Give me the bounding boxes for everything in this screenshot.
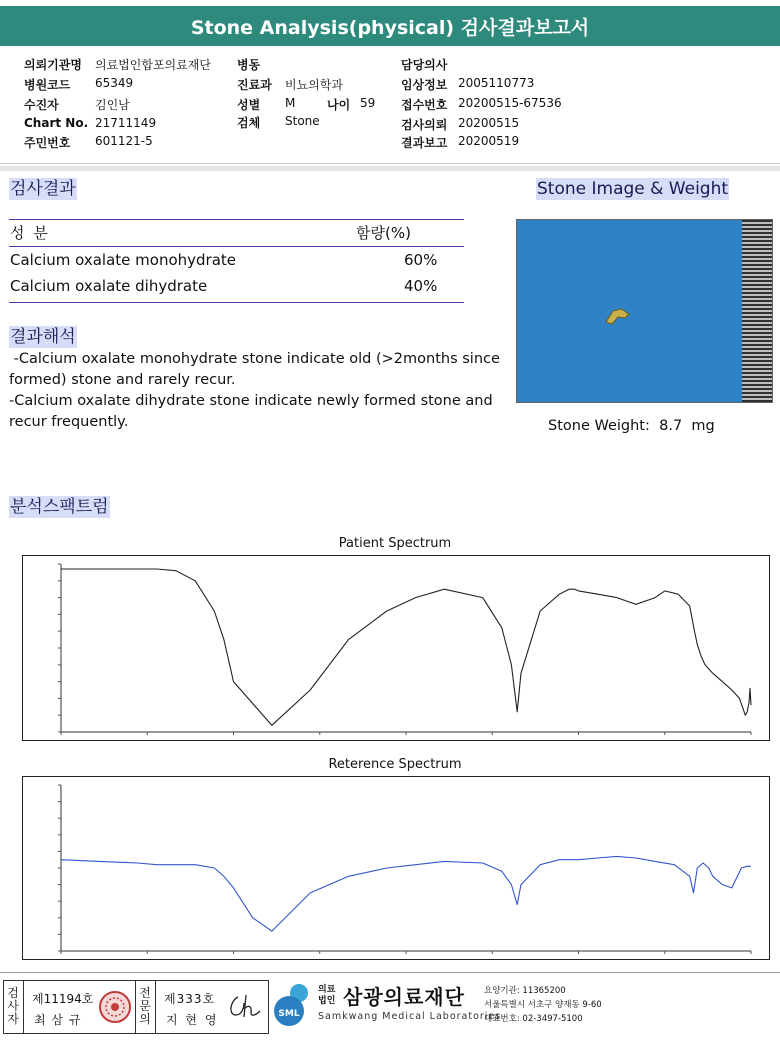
department: 비뇨의학과 xyxy=(285,78,343,92)
component-row-2: Calcium oxalate dihydrate xyxy=(10,277,208,295)
org-prefix: 의료법인 xyxy=(318,985,336,1006)
interpretation-line-2: -Calcium oxalate dihydrate stone indicate newly formed stone and recur frequently. xyxy=(9,393,493,430)
reference-spectrum-svg xyxy=(23,777,769,959)
col-content-header: 함량(%) xyxy=(356,224,411,242)
technician-number: 제11194호 xyxy=(32,992,94,1006)
hospital-name: 의료법인합포의료재단 xyxy=(95,58,211,72)
interpretation-text xyxy=(9,349,505,433)
stone-photo xyxy=(516,219,773,403)
hospital-code: 65349 xyxy=(95,76,134,90)
info-receipt: 접수번호 xyxy=(401,98,448,112)
info-report: 결과보고 xyxy=(401,136,448,150)
specialist-label: 전문의 xyxy=(139,986,151,1026)
request-date: 20200515 xyxy=(458,116,520,130)
content-row-2: 40% xyxy=(404,277,438,295)
org-code: 요양기관: 11365200 xyxy=(484,986,566,996)
patient-spectrum-title: Patient Spectrum xyxy=(338,536,452,551)
chart-no: 21711149 xyxy=(95,116,157,130)
result-heading: 검사결과 xyxy=(10,179,76,199)
info-doctor: 담당의사 xyxy=(401,58,448,72)
info-sex: 성별 xyxy=(237,98,261,112)
reference-spectrum-title: Reterence Spectrum xyxy=(328,757,462,772)
sig-divider-3 xyxy=(155,981,156,1033)
signature-box xyxy=(3,980,269,1034)
result-bottom-rule xyxy=(9,302,464,303)
info-department: 진료과 xyxy=(237,78,272,92)
col-component-header: 성 분 xyxy=(10,224,50,242)
patient-name: 김인남 xyxy=(95,98,130,112)
reference-spectrum-chart xyxy=(22,776,770,960)
specimen: Stone xyxy=(285,114,320,128)
info-ward: 병동 xyxy=(237,58,261,72)
info-request: 검사의뢰 xyxy=(401,118,448,132)
info-divider xyxy=(0,163,780,164)
org-phone: 대표번호: 02-3497-5100 xyxy=(484,1014,583,1024)
patient-spectrum-chart xyxy=(22,555,770,741)
ruler xyxy=(742,220,772,402)
patient-info xyxy=(0,52,780,152)
report-date: 20200519 xyxy=(458,134,520,148)
interpretation-heading: 결과해석 xyxy=(10,327,76,347)
info-clinical: 임상정보 xyxy=(401,78,448,92)
content-row-1: 60% xyxy=(404,251,438,269)
sml-logo-icon xyxy=(272,982,312,1028)
interpretation-line-1: -Calcium oxalate monohydrate stone indicate old (>2months since formed) stone and rarely recur. xyxy=(9,351,505,388)
info-hospital: 의뢰기관명 xyxy=(24,58,82,72)
id-number: 601121-5 xyxy=(95,134,153,148)
info-age: 나이 xyxy=(327,98,351,112)
component-row-1: Calcium oxalate monohydrate xyxy=(10,251,237,269)
doctor-signature-icon xyxy=(224,991,264,1023)
technician-label: 검사자 xyxy=(7,986,19,1026)
stone-weight: Stone Weight: 8.7 mg xyxy=(548,418,715,434)
info-specimen: 검체 xyxy=(237,116,261,130)
org-name: 삼광의료재단 xyxy=(343,985,465,1009)
sig-divider-1 xyxy=(23,981,24,1033)
spectrum-heading: 분석스팩트럼 xyxy=(10,497,109,517)
org-english: Samkwang Medical Laboratories xyxy=(318,1011,502,1022)
stone-heading: Stone Image & Weight xyxy=(537,179,729,199)
clinical-info: 2005110773 xyxy=(458,76,535,90)
doctor-name: 지 현 영 xyxy=(166,1013,219,1027)
sig-divider-2 xyxy=(135,981,136,1033)
org-address: 서울특별시 서초구 양재동 9-60 xyxy=(484,1000,602,1010)
sex: M xyxy=(285,96,296,110)
info-patient: 수진자 xyxy=(24,98,59,112)
seal-stamp-icon xyxy=(98,990,132,1024)
report-title: Stone Analysis(physical) 검사결과보고서 xyxy=(0,6,780,46)
technician-name: 최 삼 규 xyxy=(34,1013,82,1027)
result-top-rule xyxy=(9,219,464,220)
receipt-number: 20200515-67536 xyxy=(458,96,562,110)
footer-divider xyxy=(0,972,780,973)
info-hospital-code: 병원코드 xyxy=(24,78,71,92)
age: 59 xyxy=(360,96,376,110)
info-id-number: 주민번호 xyxy=(24,136,71,150)
doctor-number: 제333호 xyxy=(164,992,216,1006)
spectrum-line-patient xyxy=(61,569,751,725)
result-header-rule xyxy=(9,246,464,247)
section-band xyxy=(0,166,780,171)
stone-fragment xyxy=(603,306,633,328)
patient-spectrum-svg xyxy=(23,556,769,740)
spectrum-line-reference xyxy=(61,856,751,931)
info-chart-no: Chart No. xyxy=(24,116,89,130)
logo-text: SML xyxy=(278,1009,300,1019)
